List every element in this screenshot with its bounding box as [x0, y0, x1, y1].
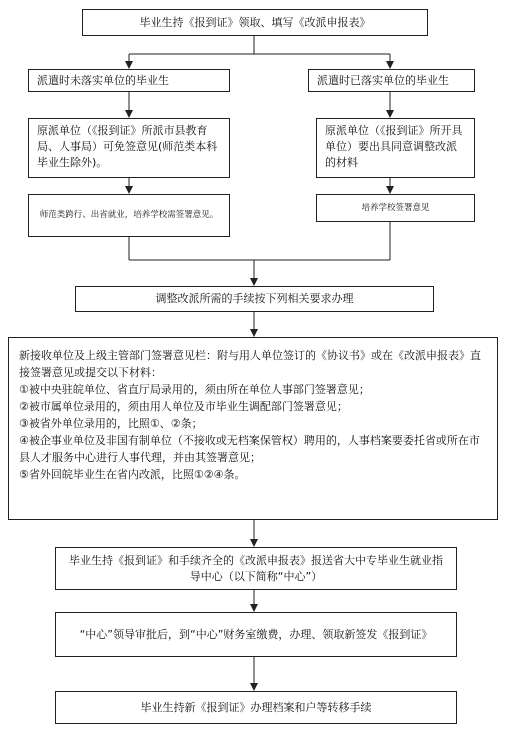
submit-step: 毕业生持《报到证》和手续齐全的《改派申报表》报送省大中专毕业生就业指导中心（以下简称“中心”） [55, 547, 457, 590]
approve-step: “中心”领导审批后，到“中心”财务室缴费，办理、领取新签发《报到证》 [55, 612, 457, 657]
requirement-item-2: ②被市属单位录用的，须由用人单位及市毕业生调配部门签署意见； [19, 400, 348, 413]
requirement-item-5: ⑤省外回皖毕业生在省内改派，比照①②④条。 [19, 468, 246, 481]
right-note: 培养学校签署意见 [316, 194, 475, 222]
left-header: 派遣时未落实单位的毕业生 [28, 69, 230, 92]
left-note: 师范类跨行、出省就业，培养学校需签署意见。 [28, 194, 230, 237]
requirements-intro: 新接收单位及上级主管部门签署意见栏：附与用人单位签订的《协议书》或在《改派申报表》直接签署意见或提交以下材料： [19, 349, 481, 379]
requirement-item-1: ①被中央驻皖单位、省直厅局录用的，须由所在单位人事部门签署意见； [19, 383, 370, 396]
requirement-item-3: ③被省外单位录用的，比照①、②条； [19, 417, 203, 430]
left-detail: 原派单位（《报到证》所派市县教育局、人事局）可免签意见(师范类本科毕业生除外)。 [28, 118, 230, 178]
right-header: 派遣时已落实单位的毕业生 [308, 69, 475, 92]
procedure-step: 调整改派所需的手续按下列相关要求办理 [75, 286, 434, 312]
right-detail: 原派单位（《报到证》所开具单位）要出具同意调整改派的材料 [316, 118, 475, 178]
step-start: 毕业生持《报到证》领取、填写《改派申报表》 [82, 9, 428, 36]
final-step: 毕业生持新《报到证》办理档案和户等转移手续 [55, 691, 457, 724]
requirements-box [8, 337, 498, 520]
requirement-item-4: ④被企事业单位及非国有制单位（不接收或无档案保管权）聘用的，人事档案要委托省或所在市县人才服务中心进行人事代理，并由其签署意见； [19, 434, 480, 464]
